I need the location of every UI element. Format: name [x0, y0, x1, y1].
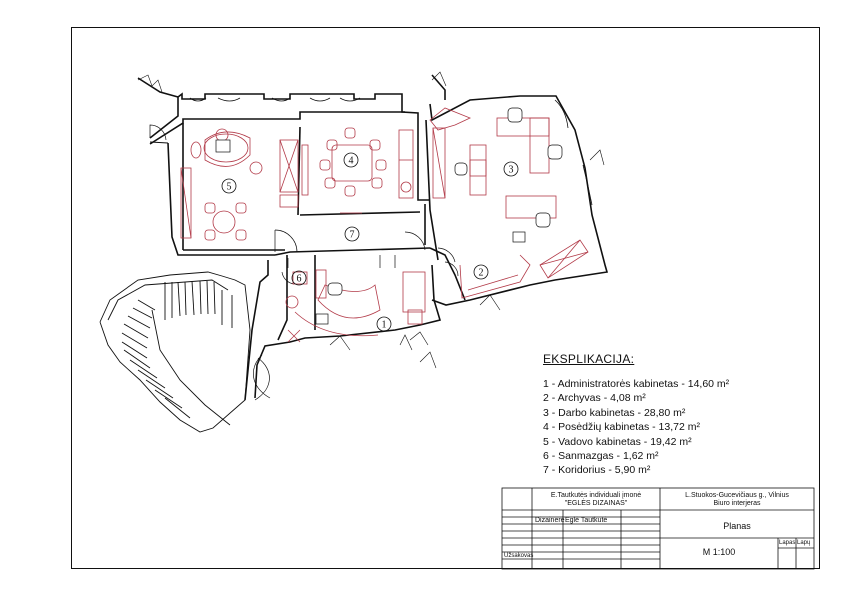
legend-item: 4 - Posėdžių kabinetas - 13,72 m² — [543, 421, 700, 434]
company-name: E.Tautkutės individuali įmonė — [550, 492, 642, 499]
chairs — [216, 108, 562, 324]
explication-legend — [543, 352, 729, 478]
role-label: Dizainerė — [535, 517, 565, 524]
room-label-5: 5 — [226, 181, 232, 193]
room-label-7: 7 — [349, 229, 355, 241]
walls — [138, 75, 607, 400]
designer-name: Eglė Tautkutė — [565, 517, 608, 524]
wall-hatching — [138, 72, 604, 368]
legend-title: EKSPLIKACIJA: — [543, 352, 635, 366]
room-label-4: 4 — [348, 155, 354, 167]
client-label: Užsakovas — [504, 553, 534, 559]
legend-item: 2 - Archyvas - 4,08 m² — [543, 392, 646, 405]
legend-item: 1 - Administratorės kabinetas - 14,60 m² — [543, 378, 730, 390]
furniture — [181, 108, 588, 342]
legend-item: 3 - Darbo kabinetas - 28,80 m² — [543, 406, 686, 419]
legend-item: 6 - Sanmazgas - 1,62 m² — [543, 450, 659, 463]
project-address: L.Stuokos-Gucevičiaus g., Vilnius — [685, 492, 789, 499]
drawing-scale: M 1:100 — [702, 547, 736, 557]
drawing-name: Planas — [723, 521, 751, 531]
room-numbers — [222, 153, 518, 331]
room-label-3: 3 — [508, 164, 514, 176]
project-title: Biuro interjeras — [713, 500, 761, 507]
sheet-label: Lapas — [779, 540, 796, 546]
sheets-label: Lapų — [797, 540, 811, 546]
doors — [150, 125, 458, 400]
room-label-6: 6 — [296, 273, 302, 285]
room-label-1: 1 — [381, 319, 387, 331]
legend-item: 7 - Koridorius - 5,90 m² — [543, 464, 651, 477]
studio-name: "EGLĖS DIZAINAS" — [564, 500, 628, 507]
legend-item: 5 - Vadovo kabinetas - 19,42 m² — [543, 435, 692, 448]
room-label-2: 2 — [478, 267, 484, 279]
